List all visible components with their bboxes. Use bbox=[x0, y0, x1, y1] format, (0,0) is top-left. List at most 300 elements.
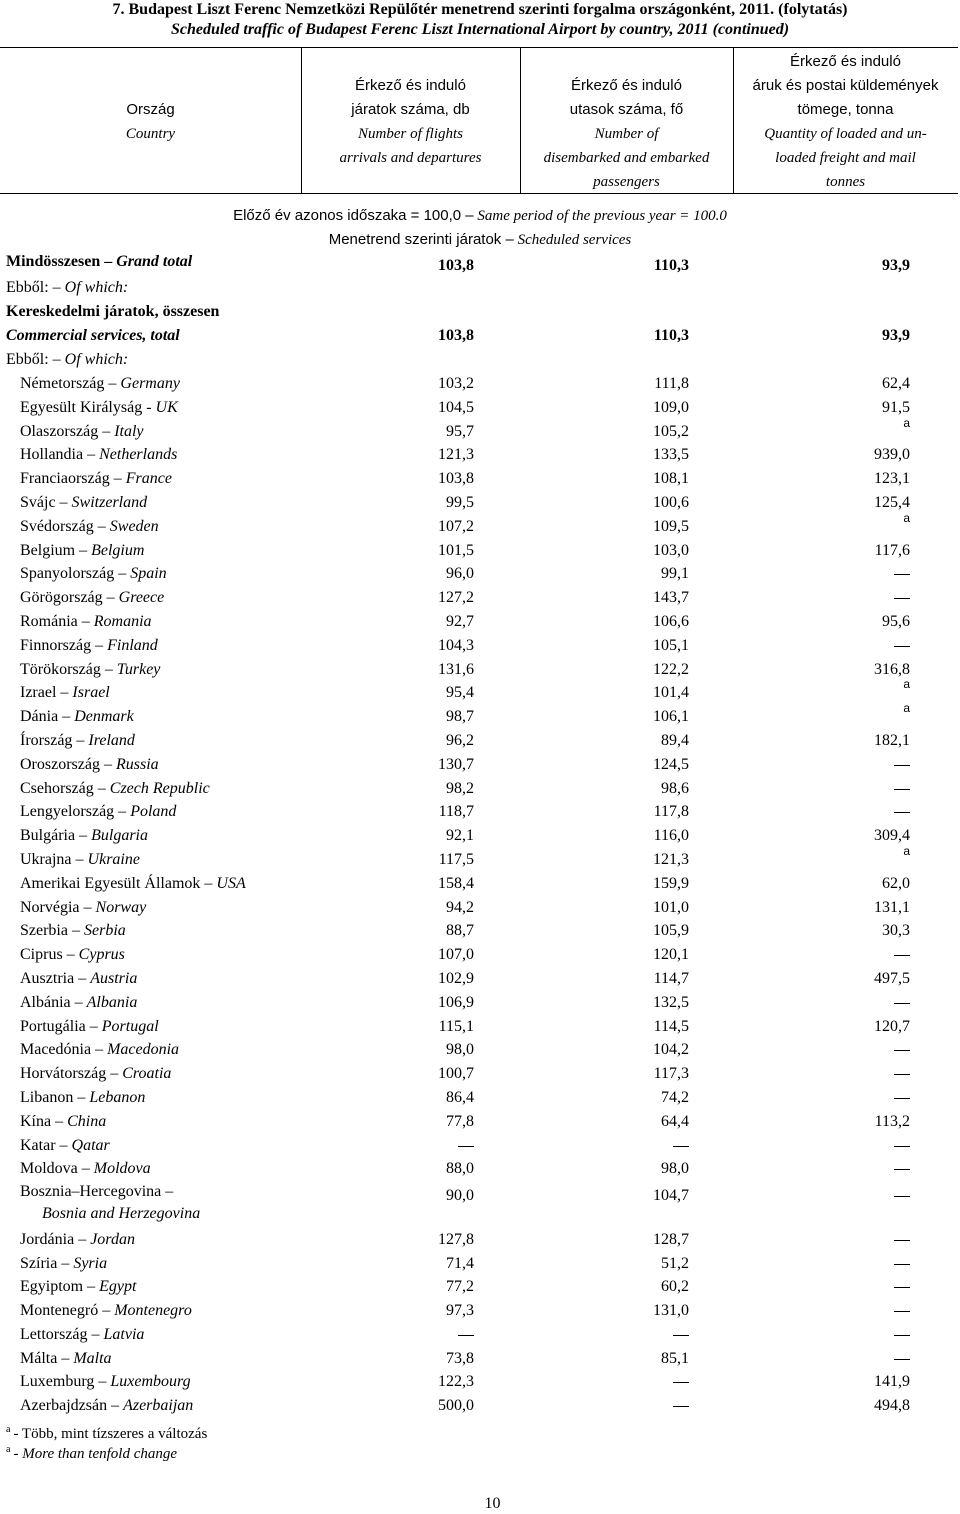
footnote-en bbox=[6, 1444, 177, 1466]
freight-index: 939,0 bbox=[874, 446, 910, 463]
table-row bbox=[0, 658, 960, 682]
commercial-flights: 103,8 bbox=[438, 327, 474, 344]
header-passengers bbox=[520, 74, 733, 194]
country-name-en: Czech Republic bbox=[109, 780, 210, 797]
freight-index: 62,0 bbox=[882, 875, 910, 892]
country-label bbox=[20, 943, 125, 967]
freight-index bbox=[894, 753, 910, 777]
country-name-hu: Írország – bbox=[20, 732, 85, 749]
country-name-hu: Málta – bbox=[20, 1350, 70, 1367]
table-row bbox=[0, 1252, 960, 1276]
country-name-hu: Macedónia – bbox=[20, 1041, 104, 1058]
passengers-index: 116,0 bbox=[653, 827, 689, 844]
flights-index: 98,7 bbox=[446, 708, 474, 725]
passengers-index: 103,0 bbox=[653, 542, 689, 559]
country-name-en: Finland bbox=[107, 637, 158, 654]
of-which-row bbox=[0, 348, 960, 372]
table-row bbox=[0, 967, 960, 991]
header-flights bbox=[301, 74, 520, 170]
passengers-index: 64,4 bbox=[661, 1113, 689, 1130]
section-title bbox=[0, 228, 960, 252]
flights-index: 107,2 bbox=[438, 518, 474, 535]
freight-index bbox=[903, 844, 910, 872]
country-label bbox=[20, 1252, 107, 1276]
passengers-index: 159,9 bbox=[653, 875, 689, 892]
freight-index: 125,4 bbox=[874, 494, 910, 511]
flights-index: 104,5 bbox=[438, 399, 474, 416]
country-name-hu: Portugália – bbox=[20, 1018, 98, 1035]
passengers-index: 51,2 bbox=[661, 1255, 689, 1272]
of-which-hu: Ebből: – bbox=[6, 279, 61, 296]
header-freight-en3: tonnes bbox=[825, 174, 866, 190]
freight-index bbox=[894, 586, 910, 610]
table-row bbox=[0, 610, 960, 634]
table-row bbox=[0, 824, 960, 848]
table-row bbox=[0, 919, 960, 943]
dash-no-data bbox=[894, 1240, 910, 1241]
passengers-index: 104,7 bbox=[653, 1187, 689, 1204]
country-name-hu: Franciaország – bbox=[20, 470, 122, 487]
country-name-en: Qatar bbox=[71, 1137, 110, 1154]
country-label bbox=[20, 729, 135, 753]
country-name-en: Belgium bbox=[91, 542, 145, 559]
table-row bbox=[0, 416, 960, 444]
country-name-en: Bulgaria bbox=[91, 827, 148, 844]
of-which-en: Of which: bbox=[64, 351, 129, 368]
country-name-en: Spain bbox=[130, 565, 167, 582]
freight-index: 123,1 bbox=[874, 470, 910, 487]
country-label bbox=[20, 610, 152, 634]
country-label bbox=[20, 1110, 106, 1134]
country-label bbox=[20, 777, 210, 801]
freight-index: 141,9 bbox=[874, 1373, 910, 1390]
country-name-hu: Németország – bbox=[20, 375, 117, 392]
table-row bbox=[0, 701, 960, 729]
freight-index bbox=[903, 701, 910, 729]
table-row bbox=[0, 844, 960, 872]
freight-index: 316,8 bbox=[874, 661, 910, 678]
flights-index: 158,4 bbox=[438, 875, 474, 892]
country-name-hu: Finnország – bbox=[20, 637, 104, 654]
country-label bbox=[20, 681, 110, 705]
country-name-en: Syria bbox=[73, 1255, 108, 1272]
country-label bbox=[20, 586, 164, 610]
country-name-hu: Jordánia – bbox=[20, 1231, 87, 1248]
dash-no-data bbox=[894, 598, 910, 599]
country-name-hu: Svédország – bbox=[20, 518, 106, 535]
country-name-en: Bosnia and Herzegovina bbox=[42, 1205, 201, 1222]
of-which-row bbox=[0, 276, 960, 300]
table-row bbox=[0, 1086, 960, 1110]
footnote-hu bbox=[6, 1424, 207, 1446]
flights-index: 99,5 bbox=[446, 494, 474, 511]
footnote-mark-a: a bbox=[903, 701, 910, 715]
country-name-en: Serbia bbox=[83, 922, 126, 939]
header-freight-hu1: Érkező és induló bbox=[790, 53, 901, 70]
country-label bbox=[20, 396, 178, 420]
dash-no-data bbox=[894, 1359, 910, 1360]
table-row bbox=[0, 1062, 960, 1086]
header-passengers-en1: Number of bbox=[594, 126, 659, 142]
country-name-hu: Moldova – bbox=[20, 1160, 90, 1177]
country-label bbox=[20, 753, 159, 777]
dash-no-data bbox=[673, 1335, 689, 1336]
flights-index bbox=[458, 1323, 474, 1347]
country-name-en: Azerbaijan bbox=[123, 1397, 194, 1414]
passengers-index: 132,5 bbox=[653, 994, 689, 1011]
freight-index bbox=[894, 1252, 910, 1276]
country-label bbox=[20, 896, 146, 920]
passengers-index bbox=[673, 1323, 689, 1347]
country-label bbox=[20, 1086, 145, 1110]
country-name-en: Montenegro bbox=[114, 1302, 192, 1319]
table-row bbox=[0, 729, 960, 753]
flights-index: 104,3 bbox=[438, 637, 474, 654]
grand-total-row bbox=[0, 250, 960, 274]
table-row bbox=[0, 677, 960, 705]
passengers-index: 120,1 bbox=[653, 946, 689, 963]
country-label bbox=[20, 443, 177, 467]
header-freight bbox=[733, 50, 958, 194]
table-row bbox=[0, 539, 960, 563]
country-label bbox=[20, 1134, 110, 1158]
table-row bbox=[0, 1370, 960, 1394]
header-top-rule bbox=[0, 47, 958, 48]
country-name-hu: Libanon – bbox=[20, 1089, 86, 1106]
country-label bbox=[20, 467, 172, 491]
freight-index: 120,7 bbox=[874, 1018, 910, 1035]
passengers-index: 106,6 bbox=[653, 613, 689, 630]
country-name-en: Sweden bbox=[109, 518, 159, 535]
table-row bbox=[0, 1228, 960, 1252]
passengers-index: 114,5 bbox=[653, 1018, 689, 1035]
header-freight-hu3: tömege, tonna bbox=[797, 101, 894, 118]
table-row bbox=[0, 396, 960, 420]
flights-index: 500,0 bbox=[438, 1397, 474, 1414]
country-name-en: Russia bbox=[115, 756, 159, 773]
section-title-en: Scheduled services bbox=[517, 232, 632, 248]
flights-index: 100,7 bbox=[438, 1065, 474, 1082]
dash-no-data bbox=[894, 574, 910, 575]
freight-index bbox=[894, 634, 910, 658]
country-name-hu: Bulgária – bbox=[20, 827, 88, 844]
passengers-index: 74,2 bbox=[661, 1089, 689, 1106]
row-label bbox=[6, 276, 128, 300]
country-name-hu: Egyiptom – bbox=[20, 1278, 96, 1295]
dash-no-data bbox=[894, 1287, 910, 1288]
flights-index: 101,5 bbox=[438, 542, 474, 559]
passengers-index: 109,0 bbox=[653, 399, 689, 416]
country-name-hu: Luxemburg – bbox=[20, 1373, 107, 1390]
country-name-hu: Csehország – bbox=[20, 780, 106, 797]
dash-no-data bbox=[894, 1003, 910, 1004]
passengers-index: 89,4 bbox=[661, 732, 689, 749]
table-row bbox=[0, 1110, 960, 1134]
passengers-index: 133,5 bbox=[653, 446, 689, 463]
header-flights-hu2: járatok száma, db bbox=[351, 101, 470, 118]
country-name-en: Switzerland bbox=[71, 494, 148, 511]
freight-index bbox=[894, 991, 910, 1015]
passengers-index: 105,9 bbox=[653, 922, 689, 939]
table-row bbox=[0, 511, 960, 539]
country-name-en: Luxembourg bbox=[110, 1373, 191, 1390]
passengers-index: 108,1 bbox=[653, 470, 689, 487]
country-name-hu: Ausztria – bbox=[20, 970, 87, 987]
dash-no-data bbox=[894, 1311, 910, 1312]
header-country-en: Country bbox=[125, 126, 176, 142]
country-name-hu: Svájc – bbox=[20, 494, 68, 511]
country-name-hu: Oroszország – bbox=[20, 756, 112, 773]
dash-no-data bbox=[458, 1146, 474, 1147]
footnote-mark-a: a bbox=[903, 511, 910, 525]
passengers-index: 98,0 bbox=[661, 1160, 689, 1177]
table-row bbox=[0, 1323, 960, 1347]
country-label bbox=[20, 824, 148, 848]
country-name-hu: Katar – bbox=[20, 1137, 68, 1154]
footnote-text-hu: - Több, mint tízszeres a változás bbox=[13, 1426, 208, 1442]
flights-index: 92,1 bbox=[446, 827, 474, 844]
base-period-en: Same period of the previous year = 100.0 bbox=[477, 208, 727, 224]
header-passengers-en2: disembarked and embarked bbox=[543, 150, 710, 166]
passengers-index: 105,1 bbox=[653, 637, 689, 654]
country-name-hu: Olaszország – bbox=[20, 423, 111, 440]
commercial-label-hu: Kereskedelmi járatok, összesen bbox=[6, 303, 220, 320]
passengers-index: 100,6 bbox=[653, 494, 689, 511]
of-which-en: Of which: bbox=[64, 279, 129, 296]
header-passengers-hu1: Érkező és induló bbox=[571, 77, 682, 94]
freight-index bbox=[903, 511, 910, 539]
country-label bbox=[20, 1062, 171, 1086]
flights-index: 118,7 bbox=[438, 803, 474, 820]
commercial-label-en: Commercial services, total bbox=[6, 327, 180, 344]
dash-no-data bbox=[894, 1335, 910, 1336]
grand-total-label-en: Grand total bbox=[116, 253, 193, 270]
commercial-passengers: 110,3 bbox=[653, 327, 689, 344]
passengers-index bbox=[673, 1370, 689, 1394]
flights-index: 88,7 bbox=[446, 922, 474, 939]
grand-total-flights: 103,8 bbox=[438, 257, 474, 274]
flights-index: 96,2 bbox=[446, 732, 474, 749]
passengers-index: 131,0 bbox=[653, 1302, 689, 1319]
passengers-index bbox=[673, 1394, 689, 1418]
country-label bbox=[20, 1038, 179, 1062]
table-row bbox=[0, 1299, 960, 1323]
country-name-hu: Horvátország – bbox=[20, 1065, 119, 1082]
table-row bbox=[0, 896, 960, 920]
country-label bbox=[20, 800, 176, 824]
country-name-hu: Lengyelország – bbox=[20, 803, 127, 820]
country-label bbox=[20, 1323, 144, 1347]
country-name-en: Moldova bbox=[93, 1160, 151, 1177]
footnote-mark: a bbox=[6, 1424, 11, 1435]
freight-index bbox=[894, 800, 910, 824]
freight-index bbox=[894, 1134, 910, 1158]
dash-no-data bbox=[894, 646, 910, 647]
footnote-mark-a: a bbox=[903, 677, 910, 691]
dash-no-data bbox=[894, 955, 910, 956]
country-label bbox=[20, 491, 147, 515]
dash-no-data bbox=[894, 1264, 910, 1265]
flights-index: 73,8 bbox=[446, 1350, 474, 1367]
passengers-index: 101,0 bbox=[653, 899, 689, 916]
dash-no-data bbox=[673, 1406, 689, 1407]
table-row bbox=[0, 777, 960, 801]
freight-index: 30,3 bbox=[882, 922, 910, 939]
freight-index bbox=[894, 777, 910, 801]
country-label bbox=[20, 1370, 191, 1394]
commercial-total-row bbox=[0, 324, 960, 348]
dash-no-data bbox=[894, 1169, 910, 1170]
freight-index: 91,5 bbox=[882, 399, 910, 416]
flights-index: 122,3 bbox=[438, 1373, 474, 1390]
table-row bbox=[0, 562, 960, 586]
country-name-en: Lebanon bbox=[89, 1089, 146, 1106]
footnote-text-en: - More than tenfold change bbox=[13, 1446, 178, 1462]
country-name-en: China bbox=[67, 1113, 107, 1130]
flights-index: 98,2 bbox=[446, 780, 474, 797]
country-label bbox=[20, 539, 144, 563]
country-label bbox=[20, 1275, 136, 1299]
table-row bbox=[0, 991, 960, 1015]
country-name-en: Italy bbox=[114, 423, 144, 440]
country-name-hu: Ciprus – bbox=[20, 946, 75, 963]
footnote-mark-a: a bbox=[903, 844, 910, 858]
country-label bbox=[20, 967, 137, 991]
base-period-hu: Előző év azonos időszaka = 100,0 – bbox=[233, 207, 474, 224]
dash-no-data bbox=[894, 1196, 910, 1197]
footnote-mark-a: a bbox=[903, 416, 910, 430]
flights-index: 94,2 bbox=[446, 899, 474, 916]
table-row bbox=[0, 467, 960, 491]
country-label bbox=[20, 919, 126, 943]
dash-no-data bbox=[894, 812, 910, 813]
country-name-en: Israel bbox=[72, 684, 110, 701]
freight-index bbox=[894, 1062, 910, 1086]
country-name-hu: Szerbia – bbox=[20, 922, 80, 939]
grand-total-passengers: 110,3 bbox=[653, 257, 689, 274]
country-label bbox=[20, 420, 144, 444]
country-name-en: Ireland bbox=[88, 732, 135, 749]
dash-no-data bbox=[673, 1146, 689, 1147]
country-name-en: France bbox=[125, 470, 172, 487]
passengers-index: 106,1 bbox=[653, 708, 689, 725]
country-label bbox=[20, 848, 140, 872]
country-label bbox=[20, 1015, 159, 1039]
flights-index: 98,0 bbox=[446, 1041, 474, 1058]
country-name-hu: Belgium – bbox=[20, 542, 88, 559]
flights-index: 86,4 bbox=[446, 1089, 474, 1106]
flights-index: 107,0 bbox=[438, 946, 474, 963]
flights-index: 103,8 bbox=[438, 470, 474, 487]
country-name-en: Romania bbox=[93, 613, 152, 630]
country-name-hu: Görögország – bbox=[20, 589, 115, 606]
header-passengers-en3: passengers bbox=[593, 174, 660, 190]
flights-index: 88,0 bbox=[446, 1160, 474, 1177]
country-label bbox=[20, 1228, 135, 1252]
flights-index bbox=[458, 1134, 474, 1158]
country-name-hu: Ukrajna – bbox=[20, 851, 84, 868]
country-label bbox=[20, 991, 137, 1015]
freight-index bbox=[894, 943, 910, 967]
header-passengers-hu2: utasok száma, fő bbox=[569, 101, 684, 118]
freight-index: 494,8 bbox=[874, 1397, 910, 1414]
table-row bbox=[0, 1134, 960, 1158]
dash-no-data bbox=[894, 765, 910, 766]
table-row bbox=[0, 1157, 960, 1181]
dash-no-data bbox=[894, 789, 910, 790]
country-label bbox=[20, 1157, 151, 1181]
table-row bbox=[0, 1347, 960, 1371]
flights-index: 130,7 bbox=[438, 756, 474, 773]
header-country-hu: Ország bbox=[126, 101, 175, 118]
country-name-hu: Hollandia – bbox=[20, 446, 96, 463]
flights-index: 90,0 bbox=[446, 1187, 474, 1204]
flights-index: 92,7 bbox=[446, 613, 474, 630]
header-country bbox=[0, 98, 301, 146]
commercial-freight: 93,9 bbox=[882, 327, 910, 344]
freight-index: 497,5 bbox=[874, 970, 910, 987]
table-row bbox=[0, 1394, 960, 1418]
country-name-hu: Izrael – bbox=[20, 684, 69, 701]
flights-index: 77,2 bbox=[446, 1278, 474, 1295]
flights-index: 77,8 bbox=[446, 1113, 474, 1130]
flights-index: 121,3 bbox=[438, 446, 474, 463]
freight-index bbox=[894, 1184, 910, 1208]
country-name-en: Croatia bbox=[122, 1065, 172, 1082]
grand-total-freight: 93,9 bbox=[882, 257, 910, 274]
country-label bbox=[20, 658, 160, 682]
table-title-hu: 7. Budapest Liszt Ferenc Nemzetközi Repülőtér menetrend szerinti forgalma országonként, 2011. (folytatás) bbox=[112, 1, 848, 18]
country-label bbox=[20, 1347, 112, 1371]
country-name-en: Greece bbox=[118, 589, 165, 606]
dash-no-data bbox=[458, 1335, 474, 1336]
of-which-hu: Ebből: – bbox=[6, 351, 61, 368]
dash-no-data bbox=[894, 1074, 910, 1075]
passengers-index: 111,8 bbox=[654, 375, 689, 392]
flights-index: 117,5 bbox=[438, 851, 474, 868]
table-row bbox=[0, 943, 960, 967]
country-name-hu: Kína – bbox=[20, 1113, 64, 1130]
row-label bbox=[6, 250, 192, 274]
table-row bbox=[0, 634, 960, 658]
passengers-index: 109,5 bbox=[653, 518, 689, 535]
table-row bbox=[0, 872, 960, 896]
country-name-en: Ukraine bbox=[87, 851, 140, 868]
passengers-index: 98,6 bbox=[661, 780, 689, 797]
passengers-index: 117,3 bbox=[653, 1065, 689, 1082]
header-flights-hu1: Érkező és induló bbox=[355, 77, 466, 94]
country-name-hu: Albánia – bbox=[20, 994, 83, 1011]
table-row bbox=[0, 800, 960, 824]
freight-index bbox=[894, 562, 910, 586]
passengers-index: 85,1 bbox=[661, 1350, 689, 1367]
grand-total-label-hu: Mindösszesen – bbox=[6, 253, 113, 270]
dash-no-data bbox=[894, 1146, 910, 1147]
country-name-en: Malta bbox=[73, 1350, 112, 1367]
section-title-hu: Menetrend szerinti járatok – bbox=[328, 231, 514, 248]
passengers-index: 104,2 bbox=[653, 1041, 689, 1058]
freight-index: 131,1 bbox=[874, 899, 910, 916]
flights-index: 115,1 bbox=[438, 1018, 474, 1035]
flights-index: 95,4 bbox=[446, 684, 474, 701]
flights-index: 96,0 bbox=[446, 565, 474, 582]
country-name-hu: Szíria – bbox=[20, 1255, 70, 1272]
passengers-index: 143,7 bbox=[653, 589, 689, 606]
freight-index bbox=[903, 416, 910, 444]
freight-index bbox=[894, 1323, 910, 1347]
table-row bbox=[0, 753, 960, 777]
country-label bbox=[20, 634, 158, 658]
